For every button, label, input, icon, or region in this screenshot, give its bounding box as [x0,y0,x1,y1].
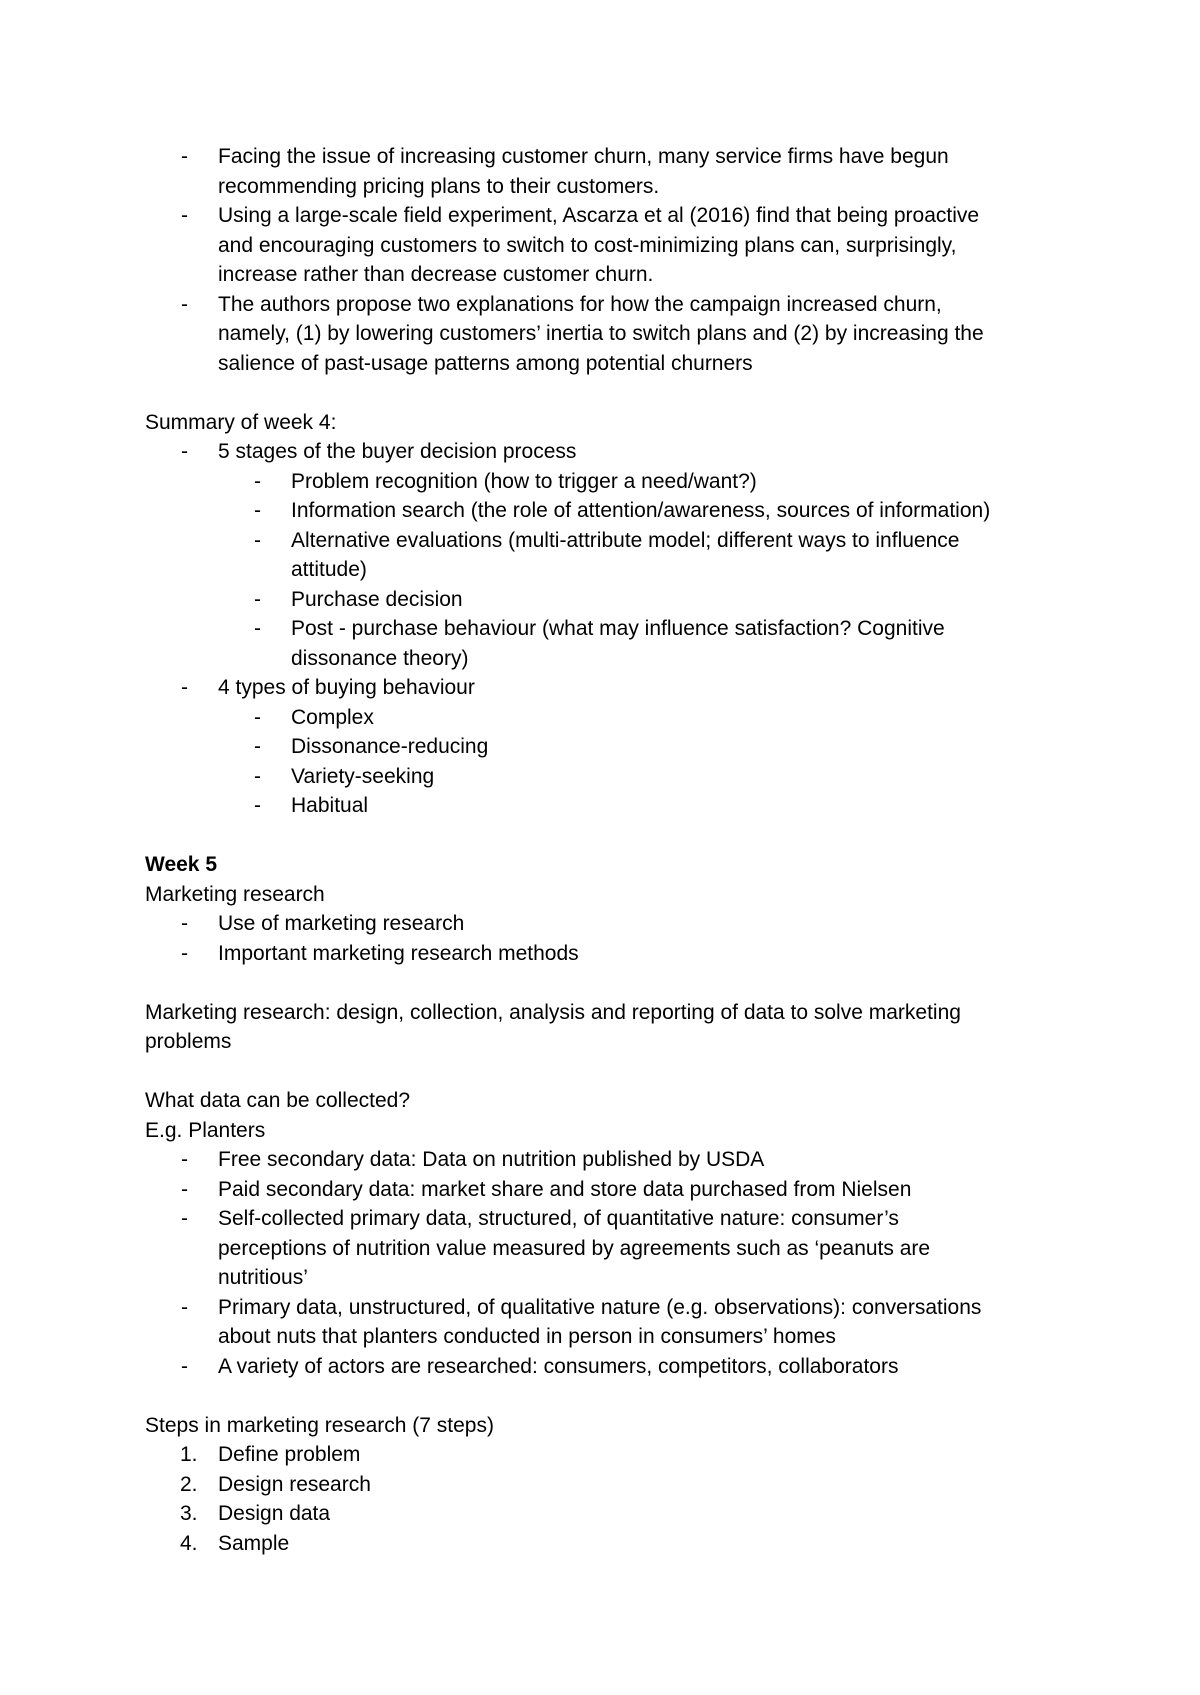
list-item [145,673,1045,703]
document-page [145,142,1045,1558]
list-item-text: Purchase decision [291,587,463,611]
step-text: Sample [218,1531,290,1555]
list-item-text: Self-collected primary data, structured, of quantitative nature: consumer’s perceptions of nutrition value measured by agreements such as ‘peanuts are nutritious’ [218,1207,931,1289]
week5-heading: Week 5 [145,853,217,876]
list-item [145,703,1045,733]
list-item-text: Use of marketing research [218,912,465,935]
numbered-item [145,1440,1045,1470]
list-item-text: The authors propose two explanations for how the campaign increased churn, namely, (1) by lowering customers’ inertia to switch plans and (2) by increasing the salience of past-usage patterns among potential churners [218,292,984,375]
list-item-text: Important marketing research methods [218,941,579,965]
list-item [145,1352,1045,1382]
bullet-marker: - [181,440,188,463]
bullet-marker: - [254,528,261,552]
list-item [145,1293,1045,1352]
list-item [145,909,1045,939]
bullet-marker: - [254,469,261,493]
list-item-text: A variety of actors are researched: consumers, competitors, collaborators [218,1354,899,1378]
numbered-item [145,1529,1045,1559]
list-item-text: Dissonance-reducing [291,735,489,758]
list-item [145,526,1045,585]
bullet-marker: - [181,1148,188,1171]
list-item-text: Habitual [291,794,369,817]
list-item-text: Alternative evaluations (multi-attribute model; different ways to influence attitude) [291,528,960,581]
list-item [145,142,1045,201]
list-item [145,939,1045,969]
spacer [145,821,1045,851]
definition-paragraph: Marketing research: design, collection, analysis and reporting of data to solve marketing problems [145,1000,961,1053]
step-number: 3. [180,1502,198,1525]
list-item [145,290,1045,379]
example-label: E.g. Planters [145,1118,266,1142]
bullet-marker: - [254,587,261,611]
bullet-marker: - [181,1207,188,1230]
bullet-marker: - [181,912,188,935]
bullet-marker: - [254,764,261,788]
spacer [145,1381,1045,1411]
list-item-text: Primary data, unstructured, of qualitative nature (e.g. observations): conversations about nuts that planters conducted in person in consumers’ homes [218,1295,982,1348]
spacer [145,1057,1045,1087]
steps-heading: Steps in marketing research (7 steps) [145,1413,494,1437]
numbered-item [145,1470,1045,1500]
bullet-marker: - [181,1177,188,1201]
list-item [145,1145,1045,1175]
list-item [145,1204,1045,1293]
bullet-marker: - [181,204,188,227]
list-item-text: 4 types of buying behaviour [218,676,475,699]
list-item [145,732,1045,762]
list-item-text: Free secondary data: Data on nutrition published by USDA [218,1148,765,1171]
list-item [145,1175,1045,1205]
list-item [145,437,1045,467]
bullet-marker: - [181,676,188,699]
bullet-marker: - [181,145,188,168]
list-item [145,496,1045,526]
numbered-item [145,1499,1045,1529]
list-item-text: Paid secondary data: market share and store data purchased from Nielsen [218,1177,912,1201]
bullet-marker: - [181,1354,188,1378]
list-item-text: 5 stages of the buyer decision process [218,440,577,463]
list-item-text: Information search (the role of attention/awareness, sources of information) [291,499,991,522]
bullet-marker: - [181,1295,188,1319]
bullet-marker: - [254,617,261,640]
spacer [145,968,1045,998]
step-number: 1. [180,1443,198,1466]
bullet-marker: - [254,705,261,729]
data-question: What data can be collected? [145,1089,411,1112]
list-item-text: Facing the issue of increasing customer churn, many service firms have begun recommending pricing plans to their customers. [218,145,949,198]
week5-subheading: Marketing research [145,882,325,906]
list-item-text: Using a large-scale field experiment, Ascarza et al (2016) find that being proactive and encouraging customers to switch to cost-minimizing plans can, surprisingly, increase rather than decrease customer churn. [218,204,980,286]
list-item-text: Post - purchase behaviour (what may influence satisfaction? Cognitive dissonance theory) [291,617,945,670]
step-text: Define problem [218,1443,361,1466]
bullet-marker: - [181,941,188,965]
step-number: 4. [180,1531,198,1555]
list-item-text: Complex [291,705,374,729]
step-number: 2. [180,1472,198,1496]
list-item-text: Problem recognition (how to trigger a need/want?) [291,469,757,493]
list-item [145,614,1045,673]
step-text: Design data [218,1502,331,1525]
bullet-marker: - [254,499,261,522]
spacer [145,378,1045,408]
list-item [145,791,1045,821]
list-item [145,585,1045,615]
step-text: Design research [218,1472,371,1496]
list-item [145,201,1045,290]
bullet-marker: - [181,292,188,316]
list-item [145,467,1045,497]
list-item [145,762,1045,792]
summary-heading: Summary of week 4: [145,410,337,434]
bullet-marker: - [254,794,261,817]
bullet-marker: - [254,735,261,758]
list-item-text: Variety-seeking [291,764,435,788]
